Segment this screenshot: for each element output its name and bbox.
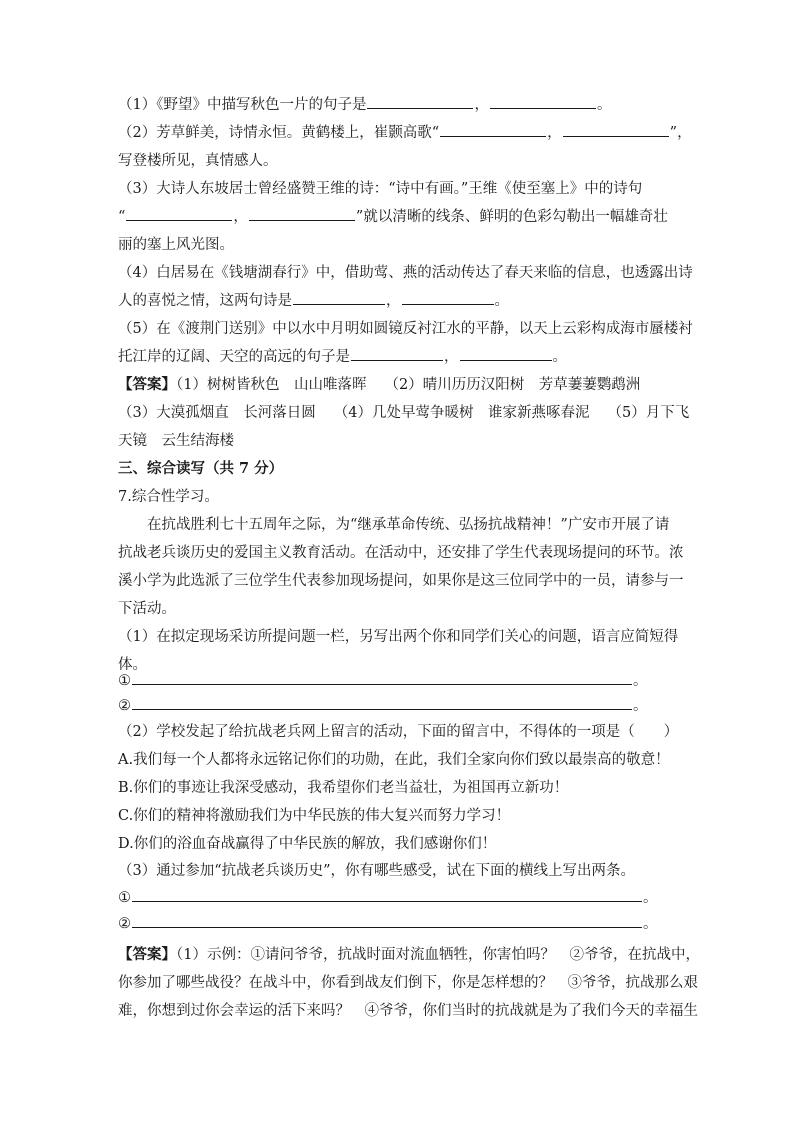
section-heading: 三、综合读写（共 7 分） xyxy=(118,460,284,477)
answer-blank[interactable] xyxy=(402,287,494,305)
q7-answer-cont: 难，你想到过你会幸运的活下来吗？ ④爷爷，你们当时的抗战就是为了我们今天的幸福生 xyxy=(118,1003,698,1019)
option-c: C.你们的精神将激励我们为中华民族的伟大复兴而努力学习！ xyxy=(118,808,511,824)
answer-blank[interactable] xyxy=(440,119,546,137)
option-b: B.你们的事迹让我深受感动，我希望你们老当益壮，为祖国再立新功！ xyxy=(118,780,569,796)
answer-label: 【答案】 xyxy=(118,376,176,393)
answer-blank[interactable] xyxy=(367,91,473,109)
answer-blank[interactable] xyxy=(293,287,385,305)
q7-sub1: （1）在拟定现场采访所提问题一栏，另写出两个你和同学们关心的问题，语言应简短得 xyxy=(118,629,679,645)
answer-line[interactable] xyxy=(132,884,642,902)
answer-line[interactable] xyxy=(132,667,632,685)
q7-intro-cont: 溪小学为此选派了三位学生代表参加现场提问，如果你是这三位同学中的一员，请参与一 xyxy=(118,573,684,589)
q6-part1: （1）《野望》中描写秋色一片的句子是 ， 。 xyxy=(118,91,682,119)
answer-line[interactable] xyxy=(132,692,632,710)
q6-part5: （5）在《渡荆门送别》中以水中月明如圆镜反衬江水的平静，以天上云彩构成海市蜃楼衬 xyxy=(118,321,693,337)
q7-sub3-blank-1: ① 。 xyxy=(118,884,682,912)
answer-blank[interactable] xyxy=(249,203,355,221)
q6-part4-cont: 人的喜悦之情，这两句诗是 ， 。 xyxy=(118,287,682,315)
q6-answer: 【答案】（1）树树皆秋色 山山唯落晖 （2）晴川历历汉阳树 芳草萋萋鹦鹉洲 xyxy=(118,376,641,393)
q7-intro: 在抗战胜利七十五周年之际，为“继承革命传统、弘扬抗战精神！”广安市开展了请 xyxy=(147,517,670,533)
q7-sub3: （3）通过参加“抗战老兵谈历史”，你有哪些感受，试在下面的横线上写出两条。 xyxy=(118,863,636,879)
answer-blank[interactable] xyxy=(351,343,443,361)
answer-blank[interactable] xyxy=(460,343,552,361)
q6-answer-cont: （3）大漠孤烟直 长河落日圆 （4）几处早莺争暖树 谁家新燕啄春泥 （5）月下飞 xyxy=(118,405,690,421)
option-a: A.我们每一个人都将永远铭记你们的功勋，在此，我们全家向你们致以最崇高的敬意！ xyxy=(118,752,670,768)
q7-intro-cont: 抗战老兵谈历史的爱国主义教育活动。在活动中，还安排了学生代表现场提问的环节。浓 xyxy=(118,545,684,561)
q6-part2: （2）芳草鲜美，诗情永恒。黄鹤楼上，崔颢高歌“ ， ”， xyxy=(118,119,682,147)
q7-sub1-blank-2: ② 。 xyxy=(118,692,682,720)
q7-sub1-blank-1: ① 。 xyxy=(118,667,682,695)
q6-part4: （4）白居易在《钱塘湖春行》中，借助莺、燕的活动传达了春天来临的信息，也透露出诗 xyxy=(118,265,693,281)
q6-part3-blanks: “ ， ”就以清晰的线条、鲜明的色彩勾勒出一幅雄奇壮 xyxy=(118,203,682,231)
q7-sub2: （2）学校发起了给抗战老兵网上留言的活动，下面的留言中，不得体的一项是（ ） xyxy=(118,724,679,740)
q7-answer-cont: 你参加了哪些战役？在战斗中，你看到战友们倒下，你是怎样想的？ ③爷爷，抗战那么艰 xyxy=(118,975,698,991)
q7-intro-cont: 下活动。 xyxy=(118,601,176,617)
q7-answer: 【答案】（1）示例：①请问爷爷，抗战时面对流血牺牲，你害怕吗？ ②爷爷，在抗战中， xyxy=(118,946,700,963)
q6-part5-cont: 托江岸的辽阔、天空的高远的句子是 ， 。 xyxy=(118,343,682,371)
answer-line[interactable] xyxy=(132,910,642,928)
q6-part3-cont: 丽的塞上风光图。 xyxy=(118,237,234,253)
q6-answer-cont2: 天镜 云生结海楼 xyxy=(118,433,234,449)
q7-title: 7.综合性学习。 xyxy=(118,489,219,505)
answer-blank[interactable] xyxy=(490,91,596,109)
answer-blank[interactable] xyxy=(563,119,669,137)
answer-blank[interactable] xyxy=(126,203,232,221)
q6-part2-cont: 写登楼所见，真情感人。 xyxy=(118,153,278,169)
q6-part3: （3）大诗人东坡居士曾经盛赞王维的诗：“诗中有画。”王维《使至塞上》中的诗句 xyxy=(118,181,643,197)
q7-sub1-cont: 体。 xyxy=(118,657,147,673)
q7-sub3-blank-2: ② 。 xyxy=(118,910,682,938)
option-d: D.你们的浴血奋战赢得了中华民族的解放，我们感谢你们！ xyxy=(118,836,497,852)
answer-label: 【答案】 xyxy=(118,946,176,963)
